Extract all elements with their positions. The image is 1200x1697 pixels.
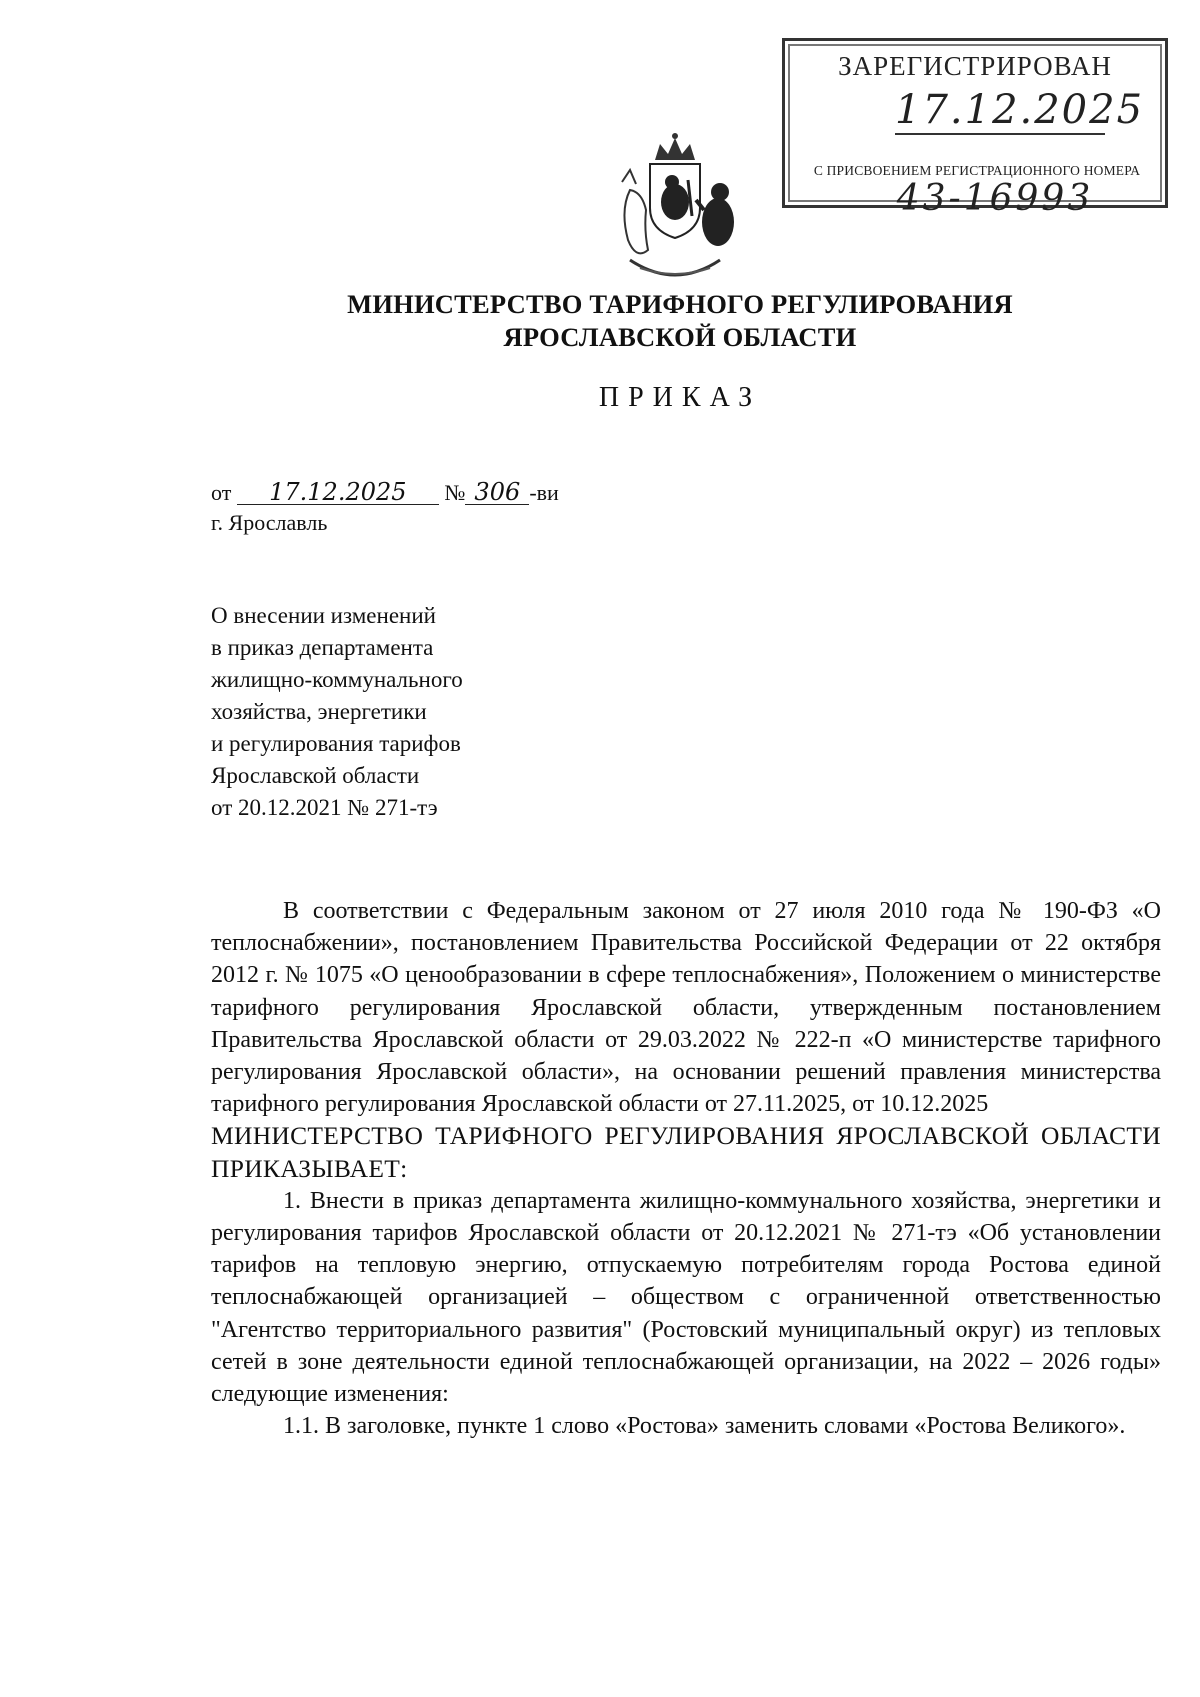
coat-of-arms-icon [600, 130, 750, 290]
stamp-registration-number: 43-16993 [896, 178, 1094, 219]
subject-line: Ярославской области [211, 763, 420, 788]
registration-stamp [782, 38, 1168, 219]
subject-line: жилищно-коммунального [211, 667, 463, 692]
item-1-paragraph: 1. Внести в приказ департамента жилищно-коммунального хозяйства, энергетики и регулирования тарифов Ярославской области от 20.12.2021 № 271-тэ «Об установлении тарифов на тепловую энергию, отпускаемую потребителям города Ростова единой теплоснабжающей организацией – обществом с ограниченной ответственностью "Агентство территориального развития" (Ростовский муниципальный округ) из тепловых сетей в зоне деятельности единой теплоснабжающей организации, на 2022 – 2026 годы» следующие изменения: [211, 1187, 1161, 1408]
order-date: 17.12.2025 [237, 480, 439, 505]
order-number: 306 [465, 480, 529, 505]
item-1-1-paragraph: 1.1. В заголовке, пункте 1 слово «Ростова» заменить словами «Ростова Великого». [283, 1413, 1126, 1440]
order-number-suffix: -ви [529, 480, 559, 505]
order-meta [211, 478, 559, 538]
subject-line: в приказ департамента [211, 635, 434, 660]
ministry-name [0, 288, 1200, 354]
stamp-title: ЗАРЕГИСТРИРОВАН [838, 51, 1112, 81]
ministry-name-line2: ЯРОСЛАВСКОЙ ОБЛАСТИ [503, 322, 857, 352]
resolution-paragraph: МИНИСТЕРСТВО ТАРИФНОГО РЕГУЛИРОВАНИЯ ЯРОСЛАВСКОЙ ОБЛАСТИ ПРИКАЗЫВАЕТ: [211, 1121, 1161, 1183]
order-city: г. Ярославль [211, 510, 328, 535]
ministry-name-line1: МИНИСТЕРСТВО ТАРИФНОГО РЕГУЛИРОВАНИЯ [347, 289, 1013, 319]
stamp-subtitle: С ПРИСВОЕНИЕМ РЕГИСТРАЦИОННОГО НОМЕРА [813, 163, 1141, 178]
subject-line: хозяйства, энергетики [211, 699, 427, 724]
order-subject [211, 600, 611, 824]
preamble-paragraph: В соответствии с Федеральным законом от 27 июля 2010 года № 190-ФЗ «О теплоснабжении», постановлением Правительства Российской Федерации от 22 октября 2012 г. № 1075 «О ценообразовании в сфере теплоснабжения», Положением о министерстве тарифного регулирования Ярославской области, утвержденным постановлением Правительства Ярославской области от 29.03.2022 № 222-п «О министерстве тарифного регулирования Ярославской области», на основании решений правления министерства тарифного регулирования Ярославской области от 27.11.2025, от 10.12.2025 [211, 898, 1161, 1118]
subject-line: О внесении изменений [211, 603, 436, 628]
document-type: ПРИКАЗ [598, 382, 762, 413]
subject-line: и регулирования тарифов [211, 731, 461, 756]
stamp-date: 17.12.2025 [895, 87, 1145, 133]
order-body [211, 895, 1161, 1442]
order-date-line [211, 478, 559, 508]
number-sign: № [444, 480, 466, 505]
subject-line: от 20.12.2021 № 271-тэ [211, 795, 438, 820]
date-prefix: от [211, 480, 232, 505]
